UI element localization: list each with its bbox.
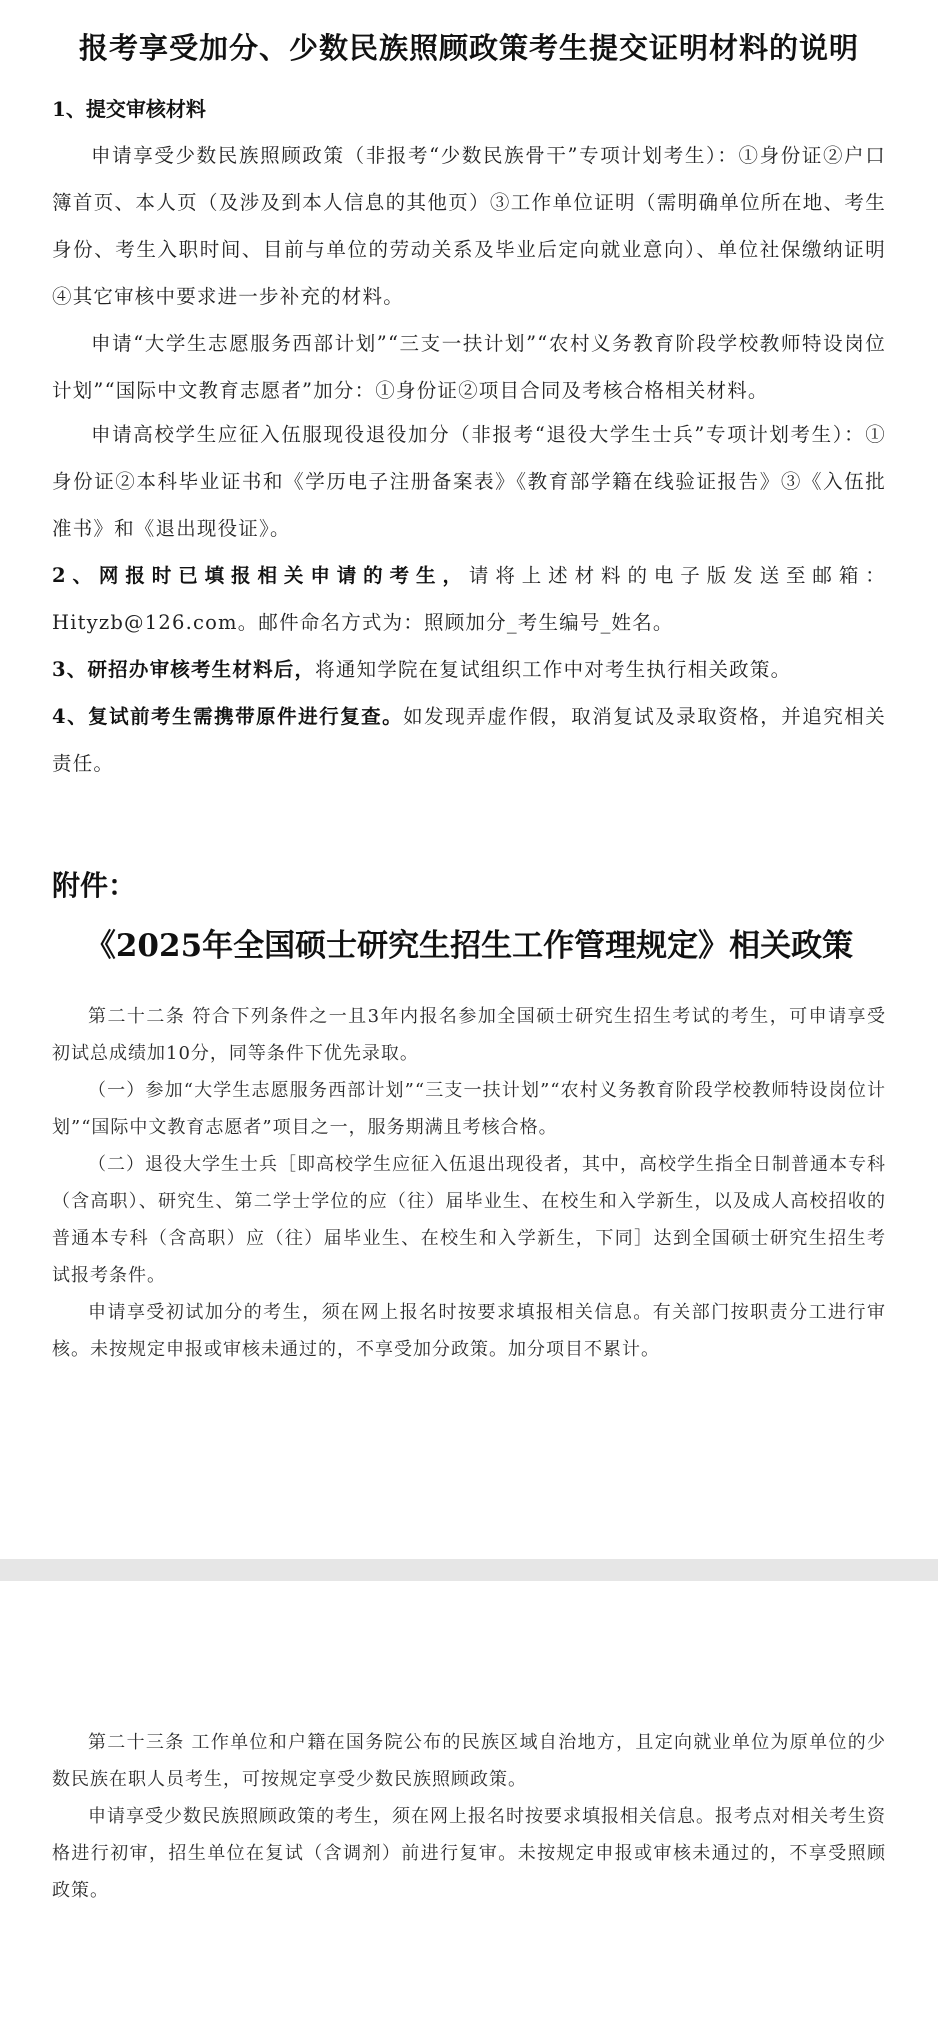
item-3-review	[52, 646, 886, 693]
item-4-originals-check	[52, 693, 886, 787]
document-title: 报考享受加分、少数民族照顾政策考生提交证明材料的说明	[78, 31, 859, 65]
article-23-minority-note: 申请享受少数民族照顾政策的考生，须在网上报名时按要求填报相关信息。报考点对相关考生资格进行初审，招生单位在复试（含调剂）前进行复审。未按规定申报或审核未通过的，不享受照顾政策。	[52, 1806, 886, 1901]
article-22-bonus-note: 申请享受初试加分的考生，须在网上报名时按要求填报相关信息。有关部门按职责分工进行审核。未按规定申报或审核未通过的，不享受加分政策。加分项目不累计。	[52, 1302, 886, 1360]
article-22-text: 第二十二条 符合下列条件之一且3年内报名参加全国硕士研究生招生考试的考生，可申请享受初试总成绩加10分，同等条件下优先录取。	[52, 1006, 886, 1064]
item-3-text: 将通知学院在复试组织工作中对考生执行相关政策。	[315, 658, 792, 681]
page-separator	[0, 1559, 938, 1581]
article-22-item-1: （一）参加“大学生志愿服务西部计划”“三支一扶计划”“农村义务教育阶段学校教师特设岗位计划”“国际中文教育志愿者”项目之一，服务期满且考核合格。	[52, 1080, 886, 1138]
article-23-block	[52, 1724, 886, 1909]
paragraph-minority-materials: 申请享受少数民族照顾政策（非报考“少数民族骨干”专项计划考生）：①身份证②户口簿首页、本人页（及涉及到本人信息的其他页）③工作单位证明（需明确单位所在地、考生身份、考生入职时间、目前与单位的劳动关系及毕业后定向就业意向）、单位社保缴纳证明④其它审核中要求进一步补充的材料。	[52, 144, 886, 308]
item-4-lead: 4、复试前考生需携带原件进行复查。	[52, 705, 404, 728]
article-22-block	[52, 998, 886, 1368]
section-heading-materials: 1、提交审核材料	[52, 97, 206, 121]
item-2-text: 请将上述材料的电子版发送至邮箱： Hityzb@126.com。邮件命名方式为：照顾加分_考生编号_姓名。	[52, 564, 886, 634]
item-3-lead: 3、研招办审核考生材料后，	[52, 658, 316, 681]
article-23-text: 第二十三条 工作单位和户籍在国务院公布的民族区域自治地方，且定向就业单位为原单位的少数民族在职人员考生，可按规定享受少数民族照顾政策。	[52, 1732, 886, 1790]
item-4-text: 如发现弄虚作假，取消复试及录取资格，并追究相关责任。	[52, 705, 886, 775]
paragraph-veteran-materials: 申请高校学生应征入伍服现役退役加分（非报考“退役大学生士兵”专项计划考生）：①身份证②本科毕业证书和《学历电子注册备案表》《教育部学籍在线验证报告》③《入伍批准书》和《退出现役证》。	[52, 423, 886, 540]
article-22-item-2: （二）退役大学生士兵［即高校学生应征入伍退出现役者，其中，高校学生指全日制普通本专科（含高职）、研究生、第二学士学位的应（往）届毕业生、在校生和入学新生，以及成人高校招收的普通本专科（含高职）应（往）届毕业生、在校生和入学新生，下同］达到全国硕士研究生招生考试报考条件。	[52, 1154, 886, 1286]
paragraph-bonus-materials: 申请“大学生志愿服务西部计划”“三支一扶计划”“农村义务教育阶段学校教师特设岗位计划”“国际中文教育志愿者”加分：①身份证②项目合同及考核合格相关材料。	[52, 332, 886, 402]
attachment-label: 附件：	[52, 869, 137, 902]
attachment-title: 《2025年全国硕士研究生招生工作管理规定》相关政策	[84, 928, 854, 964]
item-2-lead: 2、网报时已填报相关申请的考生，	[52, 564, 469, 587]
item-2-email-submission	[52, 552, 886, 646]
